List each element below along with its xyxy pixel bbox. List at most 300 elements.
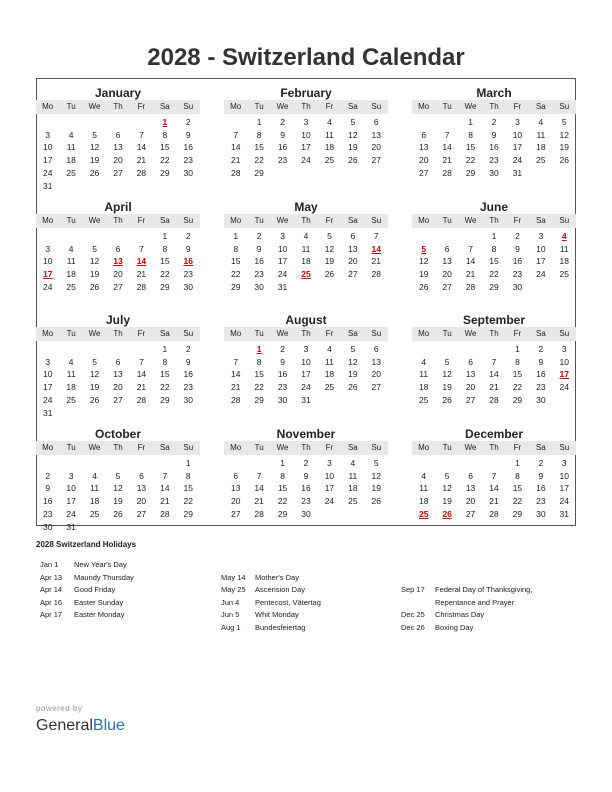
- calendar-day: 19: [442, 496, 452, 507]
- calendar-day: 9: [280, 356, 285, 367]
- calendar-day: 29: [512, 508, 523, 519]
- holiday-name: New Year's Day: [74, 560, 127, 569]
- calendar-day: 25: [66, 167, 76, 178]
- weekday-label: Mo: [42, 329, 54, 338]
- calendar-day: 29: [277, 508, 288, 519]
- weekday-label: Fr: [513, 443, 522, 452]
- calendar-day: 19: [324, 256, 335, 267]
- calendar-day: 16: [183, 369, 194, 380]
- holiday-name: Boxing Day: [435, 622, 474, 632]
- calendar-day: 1: [185, 458, 191, 468]
- calendar-day: 8: [185, 470, 191, 481]
- calendar-day: 15: [254, 369, 264, 380]
- calendar-day: 3: [303, 344, 309, 354]
- calendar-day: 26: [418, 281, 429, 292]
- holiday-day: 26: [442, 508, 452, 519]
- weekday-header: [412, 327, 576, 341]
- weekday-label: Fr: [325, 216, 334, 225]
- calendar-day: 25: [418, 394, 429, 405]
- weekday-label: Th: [301, 443, 311, 452]
- calendar-day: 14: [230, 142, 241, 153]
- calendar-day: 27: [465, 394, 476, 405]
- month-may: [224, 194, 388, 306]
- calendar-day: 5: [444, 356, 450, 367]
- calendar-day: 20: [113, 269, 123, 280]
- calendar-day: 18: [536, 142, 546, 153]
- calendar-day: 8: [491, 243, 497, 254]
- calendar-day: 27: [348, 269, 358, 280]
- calendar-day: 19: [348, 369, 358, 380]
- calendar-day: 5: [561, 117, 567, 127]
- weekday-label: Sa: [347, 329, 358, 338]
- weekday-label: Th: [113, 443, 123, 452]
- calendar-day: 3: [515, 117, 520, 127]
- calendar-day: 4: [421, 470, 427, 481]
- calendar-day: 24: [559, 382, 570, 393]
- calendar-day: 12: [371, 470, 382, 481]
- weekday-label: Sa: [159, 216, 170, 225]
- calendar-day: 1: [491, 231, 497, 241]
- holiday-date: May 14: [221, 572, 246, 582]
- calendar-day: 19: [113, 496, 123, 507]
- holiday-day: 14: [136, 256, 147, 267]
- calendar-day: 21: [230, 155, 241, 166]
- calendar-day: 8: [515, 356, 520, 367]
- month-name: March: [476, 86, 512, 100]
- calendar-day: 12: [348, 129, 358, 140]
- calendar-day: 7: [139, 129, 144, 140]
- holiday-date: Apr 17: [40, 610, 63, 619]
- holiday-date: Dec 25: [401, 610, 425, 619]
- weekday-label: Mo: [418, 102, 430, 111]
- weekday-header: [36, 441, 200, 455]
- calendar-day: 13: [442, 256, 452, 267]
- weekday-label: Mo: [418, 329, 430, 338]
- weekday-header: [36, 327, 200, 341]
- weekday-label: We: [88, 329, 101, 338]
- calendar-day: 30: [277, 394, 288, 405]
- weekday-label: Mo: [230, 443, 242, 452]
- weekday-label: Mo: [42, 102, 54, 111]
- holiday-row: [40, 573, 134, 586]
- calendar-day: 3: [45, 129, 51, 140]
- calendar-day: 26: [113, 508, 123, 519]
- calendar-day: 10: [559, 356, 570, 367]
- calendar-day: 30: [512, 281, 523, 292]
- calendar-day: 23: [183, 155, 194, 166]
- weekday-label: Fr: [137, 102, 146, 111]
- holiday-name: Whit Monday: [255, 610, 299, 619]
- weekday-label: Fr: [137, 443, 146, 452]
- holiday-name: Mother's Day: [255, 572, 299, 582]
- holiday-name: Bundesfeiertag: [255, 622, 306, 632]
- calendar-day: 10: [536, 243, 546, 254]
- month-april: [36, 194, 200, 306]
- weekday-label: Th: [489, 102, 499, 111]
- month-name: April: [104, 200, 132, 214]
- calendar-day: 17: [536, 256, 546, 267]
- holiday-row: [401, 598, 532, 611]
- calendar-day: 4: [92, 470, 97, 481]
- weekday-label: Fr: [325, 329, 334, 338]
- calendar-day: 25: [324, 382, 335, 393]
- weekday-label: Tu: [254, 443, 264, 452]
- holiday-day: 16: [183, 256, 194, 267]
- month-name: September: [462, 313, 526, 327]
- calendar-day: 4: [327, 117, 332, 127]
- calendar-day: 22: [254, 155, 264, 166]
- calendar-day: 14: [230, 369, 241, 380]
- weekday-label: Mo: [42, 216, 54, 225]
- weekday-label: Tu: [442, 216, 452, 225]
- weekday-label: Su: [559, 216, 570, 225]
- calendar-day: 13: [418, 142, 429, 153]
- calendar-day: 10: [42, 142, 53, 153]
- calendar-day: 4: [350, 458, 356, 468]
- calendar-day: 5: [115, 470, 121, 481]
- month-name: February: [280, 86, 332, 100]
- calendar-day: 19: [89, 269, 100, 280]
- holiday-row: [221, 585, 321, 598]
- calendar-day: 31: [42, 180, 53, 191]
- weekday-label: Th: [113, 329, 123, 338]
- calendar-day: 18: [66, 155, 76, 166]
- calendar-day: 15: [160, 256, 170, 267]
- month-name: January: [94, 86, 142, 100]
- calendar-day: 2: [45, 470, 51, 481]
- weekday-label: Su: [183, 102, 194, 111]
- calendar-day: 16: [254, 256, 264, 267]
- calendar-day: 28: [230, 394, 241, 405]
- holiday-column: [221, 560, 321, 635]
- calendar-day: 5: [350, 117, 356, 127]
- calendar-day: 30: [536, 394, 546, 405]
- calendar-day: 19: [89, 382, 100, 393]
- holiday-day: 17: [42, 269, 53, 280]
- weekday-label: Tu: [254, 329, 264, 338]
- calendar-day: 13: [113, 142, 123, 153]
- weekday-label: We: [88, 216, 101, 225]
- weekday-label: Sa: [535, 329, 546, 338]
- calendar-day: 22: [160, 269, 170, 280]
- month-name: July: [105, 313, 130, 327]
- calendar-day: 3: [45, 243, 51, 254]
- month-june: [412, 194, 576, 306]
- calendar-day: 28: [136, 281, 147, 292]
- calendar-day: 8: [468, 129, 473, 140]
- weekday-label: We: [88, 443, 101, 452]
- weekday-label: Th: [489, 216, 499, 225]
- calendar-day: 15: [254, 142, 264, 153]
- calendar-day: 27: [465, 508, 476, 519]
- calendar-day: 30: [183, 281, 194, 292]
- month-name: August: [285, 313, 327, 327]
- calendar-day: 7: [468, 243, 473, 254]
- calendar-day: 25: [559, 269, 570, 280]
- calendar-day: 31: [66, 521, 76, 532]
- calendar-day: 30: [536, 508, 546, 519]
- calendar-day: 11: [325, 129, 334, 140]
- calendar-day: 8: [162, 356, 168, 367]
- calendar-day: 22: [254, 382, 264, 393]
- calendar-day: 24: [42, 394, 53, 405]
- calendar-day: 20: [113, 155, 123, 166]
- calendar-day: 21: [465, 269, 476, 280]
- holiday-date: Apr 13: [40, 572, 63, 582]
- weekday-label: Fr: [513, 102, 522, 111]
- weekday-label: Sa: [535, 443, 546, 452]
- calendar-day: 22: [277, 496, 288, 507]
- holiday-row: [401, 560, 532, 573]
- weekday-label: We: [88, 102, 101, 111]
- calendar-day: 6: [468, 356, 473, 367]
- calendar-day: 27: [418, 167, 429, 178]
- month-name: December: [464, 427, 524, 441]
- calendar-day: 26: [348, 155, 358, 166]
- calendar-day: 21: [136, 382, 147, 393]
- calendar-day: 10: [324, 470, 335, 481]
- weekday-label: Fr: [137, 216, 146, 225]
- calendar-day: 20: [113, 382, 123, 393]
- calendar-day: 4: [421, 356, 427, 367]
- calendar-day: 30: [301, 508, 311, 519]
- weekday-label: Fr: [137, 329, 146, 338]
- calendar-day: 2: [256, 231, 262, 241]
- calendar-day: 2: [185, 231, 191, 241]
- calendar-day: 28: [489, 508, 499, 519]
- calendar-day: 15: [277, 483, 288, 494]
- calendar-day: 3: [538, 231, 544, 241]
- calendar-day: 29: [230, 281, 241, 292]
- page-title: 2028 - Switzerland Calendar: [147, 44, 465, 71]
- holiday-column: [401, 560, 532, 635]
- calendar-day: 16: [536, 369, 546, 380]
- weekday-label: Tu: [66, 329, 76, 338]
- calendar-day: 23: [183, 269, 194, 280]
- calendar-day: 9: [303, 470, 309, 481]
- weekday-label: Mo: [42, 443, 54, 452]
- calendar-day: 14: [489, 369, 499, 380]
- calendar-day: 28: [230, 167, 241, 178]
- holiday-date: Apr 16: [40, 597, 63, 607]
- calendar-day: 21: [160, 496, 170, 507]
- calendar-day: 11: [66, 142, 76, 153]
- calendar-day: 28: [136, 394, 147, 405]
- calendar-day: 4: [303, 231, 309, 241]
- calendar-day: 31: [277, 281, 288, 292]
- weekday-label: Mo: [230, 216, 242, 225]
- calendar-day: 8: [280, 470, 285, 481]
- holiday-day: 13: [113, 256, 123, 267]
- calendar-day: 11: [90, 483, 99, 494]
- calendar-day: 29: [512, 394, 523, 405]
- weekday-label: We: [276, 443, 289, 452]
- weekday-header: [412, 214, 576, 228]
- calendar-day: 9: [515, 243, 520, 254]
- calendar-day: 4: [68, 356, 74, 367]
- calendar-day: 16: [42, 496, 53, 507]
- calendar-day: 19: [442, 382, 452, 393]
- calendar-day: 28: [371, 269, 382, 280]
- weekday-label: Th: [489, 443, 499, 452]
- calendar-day: 7: [139, 356, 144, 367]
- calendar-day: 24: [277, 269, 288, 280]
- calendar-day: 1: [162, 231, 168, 241]
- weekday-label: Su: [183, 216, 194, 225]
- calendar-day: 9: [185, 129, 191, 140]
- weekday-label: We: [464, 329, 477, 338]
- calendar-day: 14: [136, 369, 147, 380]
- calendar-day: 18: [348, 483, 358, 494]
- calendar-day: 20: [465, 496, 476, 507]
- holiday-name: Federal Day of Thanksgiving,: [435, 585, 533, 594]
- calendar-day: 18: [89, 496, 100, 507]
- calendar-day: 10: [277, 243, 288, 254]
- weekday-header: [224, 441, 388, 455]
- month-november: [224, 421, 388, 533]
- calendar-day: 23: [254, 269, 264, 280]
- calendar-day: 29: [465, 167, 476, 178]
- calendar-day: 1: [515, 344, 520, 354]
- weekday-label: Mo: [230, 329, 242, 338]
- calendar-day: 11: [419, 369, 429, 380]
- calendar-day: 8: [515, 470, 520, 481]
- calendar-day: 7: [233, 356, 239, 367]
- weekday-label: Tu: [254, 216, 264, 225]
- holiday-row: [40, 598, 134, 611]
- calendar-day: 2: [280, 117, 285, 127]
- holiday-day: 4: [561, 231, 567, 241]
- calendar-day: 19: [348, 142, 358, 153]
- calendar-day: 12: [89, 256, 100, 267]
- calendar-day: 6: [115, 243, 121, 254]
- calendar-day: 16: [277, 142, 288, 153]
- calendar-day: 10: [42, 256, 53, 267]
- calendar-day: 21: [442, 155, 452, 166]
- calendar-day: 16: [301, 483, 311, 494]
- weekday-header: [412, 100, 576, 114]
- calendar-day: 15: [183, 483, 194, 494]
- calendar-day: 1: [162, 344, 168, 354]
- calendar-day: 2: [491, 117, 497, 127]
- calendar-day: 28: [136, 167, 147, 178]
- month-march: [412, 80, 576, 192]
- calendar-day: 6: [115, 129, 121, 140]
- calendar-day: 22: [183, 496, 194, 507]
- weekday-label: Sa: [347, 102, 358, 111]
- calendar-day: 23: [536, 496, 546, 507]
- calendar-day: 2: [185, 344, 191, 354]
- calendar-day: 10: [301, 356, 311, 367]
- calendar-day: 24: [42, 167, 53, 178]
- calendar-day: 17: [66, 496, 76, 507]
- holiday-row: [221, 560, 321, 573]
- calendar-day: 20: [348, 256, 358, 267]
- calendar-day: 7: [256, 470, 262, 481]
- calendar-day: 18: [418, 496, 429, 507]
- calendar-day: 28: [442, 167, 452, 178]
- calendar-day: 24: [42, 281, 53, 292]
- weekday-label: Su: [183, 443, 194, 452]
- calendar-day: 28: [160, 508, 170, 519]
- calendar-day: 16: [183, 142, 194, 153]
- calendar-day: 29: [160, 394, 170, 405]
- calendar-day: 20: [371, 369, 382, 380]
- calendar-day: 21: [136, 269, 147, 280]
- calendar-day: 31: [512, 167, 523, 178]
- holiday-row: [401, 585, 532, 598]
- calendar-day: 20: [371, 142, 382, 153]
- weekday-label: Sa: [535, 102, 546, 111]
- weekday-label: Tu: [66, 216, 76, 225]
- calendar-day: 8: [162, 129, 168, 140]
- calendar-day: 15: [160, 369, 170, 380]
- calendar-day: 14: [489, 483, 499, 494]
- calendar-day: 14: [254, 483, 264, 494]
- calendar-day: 23: [489, 155, 499, 166]
- calendar-day: 7: [491, 470, 497, 481]
- calendar-day: 18: [301, 256, 311, 267]
- calendar-day: 26: [371, 496, 382, 507]
- weekday-label: Mo: [418, 443, 430, 452]
- weekday-label: Su: [371, 329, 382, 338]
- calendar-day: 13: [465, 483, 476, 494]
- calendar-day: 21: [136, 155, 147, 166]
- calendar-day: 6: [350, 231, 356, 241]
- calendar-day: 24: [66, 508, 76, 519]
- holiday-date: Jun 4: [221, 597, 240, 607]
- weekday-label: Su: [371, 102, 382, 111]
- calendar-day: 20: [418, 155, 429, 166]
- calendar-day: 5: [327, 231, 332, 241]
- calendar-day: 28: [465, 281, 476, 292]
- calendar-day: 27: [442, 281, 452, 292]
- calendar-day: 15: [230, 256, 241, 267]
- calendar-day: 20: [442, 269, 452, 280]
- calendar-day: 29: [489, 281, 499, 292]
- calendar-day: 18: [559, 256, 570, 267]
- calendar-day: 29: [160, 281, 170, 292]
- weekday-header: [412, 441, 576, 455]
- calendar-day: 9: [185, 243, 191, 254]
- calendar-day: 13: [371, 129, 382, 140]
- calendar-day: 24: [301, 155, 311, 166]
- calendar-day: 6: [373, 117, 379, 127]
- holiday-name: Easter Monday: [74, 610, 125, 619]
- calendar-day: 23: [512, 269, 523, 280]
- calendar-day: 26: [442, 394, 452, 405]
- calendar-day: 30: [183, 394, 194, 405]
- calendar-day: 22: [512, 496, 523, 507]
- calendar-day: 23: [183, 382, 194, 393]
- calendar-day: 31: [301, 394, 311, 405]
- calendar-day: 18: [66, 382, 76, 393]
- weekday-label: Th: [113, 102, 123, 111]
- calendar-day: 17: [42, 155, 53, 166]
- generalblue-logo[interactable]: [36, 717, 125, 735]
- weekday-label: Fr: [513, 216, 522, 225]
- holiday-day: 14: [371, 243, 382, 254]
- calendar-day: 30: [489, 167, 499, 178]
- holiday-row: [401, 623, 532, 636]
- calendar-day: 20: [230, 496, 241, 507]
- calendar-day: 14: [160, 483, 170, 494]
- holiday-date: Apr 14: [40, 585, 63, 594]
- calendar-day: 29: [254, 167, 264, 178]
- calendar-day: 1: [256, 117, 262, 127]
- calendar-day: 8: [162, 243, 168, 254]
- holiday-name: Maundy Thursday: [74, 572, 134, 582]
